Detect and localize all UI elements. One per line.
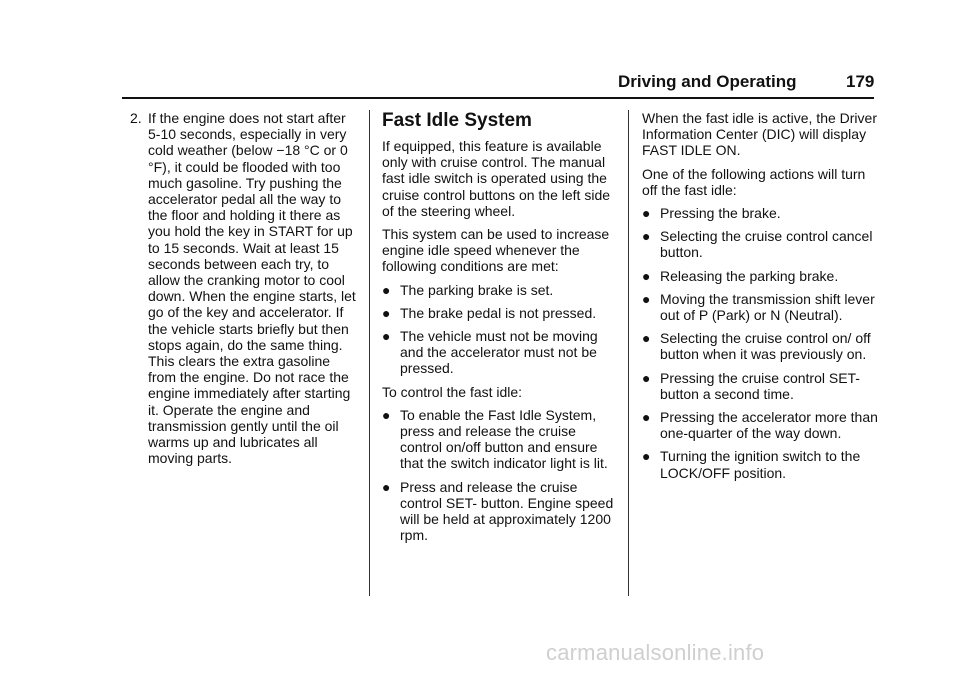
list-item: ● The parking brake is set. [382,281,554,298]
column-1 [130,110,356,466]
list-item: ● Turning the ignition switch to the LOCK/OFF position. [642,448,861,481]
bullet-icon: ● [642,330,651,347]
control-intro: To control the fast idle: [382,383,523,400]
off-intro: One of the following actions will turn off the fast idle: [642,165,866,198]
list-item: ● Pressing the accelerator more than one-quarter of the way down. [642,409,878,442]
page-number: 179 [846,72,875,91]
list-item: ● The brake pedal is not pressed. [382,304,597,321]
bullet-icon: ● [642,205,651,222]
list-item: ● Releasing the parking brake. [642,267,839,284]
column-2 [382,110,614,550]
list-item: ● Selecting the cruise control cancel button. [642,228,873,261]
step-number: 2. [130,110,142,126]
list-item: ● Pressing the brake. [642,205,781,222]
list-item: ● Moving the transmission shift lever out of P (Park) or N (Neutral). [642,290,875,324]
list-item: ● The vehicle must not be moving and the accelerator must not be pressed. [382,328,598,377]
bullet-icon: ● [382,406,391,423]
column-divider-1 [369,110,370,596]
bullet-icon: ● [382,478,391,495]
bullet-icon: ● [642,290,651,307]
column-divider-2 [628,110,629,596]
active-paragraph: When the fast idle is active, the Driver Information Center (DIC) will display FAST IDLE ON. [642,110,877,159]
column-3 [642,110,878,488]
section-title: Driving and Operating [618,72,797,91]
bullet-icon: ● [642,409,651,426]
list-item: ● Pressing the cruise control SET- button a second time. [642,369,860,402]
numbered-step [130,110,356,466]
step-text: If the engine does not start after 5-10 seconds, especially in very cold weather (below −18 °C or 0 °F), it could be flooded with too much gasoline. Try pushing the accelerator pedal all the way to the floor and holding it there as you hold the key in START for up to 15 seconds. Wait at least 15 seconds between each try, to allow the cranking motor to cool down. When the engine starts, let go of the key and accelerator. If the vehicle starts briefly but then stops again, do the same thing. This clears the extra gasoline from the engine. Do not race the engine immediately after starting it. Operate the engine and transmission gently until the oil warms up and lubricates all moving parts. [148,110,356,467]
bullet-icon: ● [642,267,651,284]
list-item: ● To enable the Fast Idle System, press and release the cruise control on/off button and ensure that the switch indicator light is lit. [382,406,608,472]
list-item: ● Press and release the cruise control SET- button. Engine speed will be held at approximately 1200 rpm. [382,478,614,544]
fast-idle-heading: Fast Idle System [382,110,532,131]
conditions-intro: This system can be used to increase engine idle speed whenever the following conditions are met: [382,226,610,275]
bullet-icon: ● [382,281,391,298]
bullet-icon: ● [382,328,391,345]
bullet-icon: ● [642,228,651,245]
bullet-icon: ● [642,369,651,386]
bullet-icon: ● [642,448,651,465]
bullet-icon: ● [382,304,391,321]
watermark: carmanualsonline.info [546,640,765,665]
header-divider [122,97,874,99]
list-item: ● Selecting the cruise control on/ off button when it was previously on. [642,330,871,363]
intro-paragraph: If equipped, this feature is available only with cruise control. The manual fast idle switch is operated using the cruise control buttons on the left side of the steering wheel. [382,138,611,219]
